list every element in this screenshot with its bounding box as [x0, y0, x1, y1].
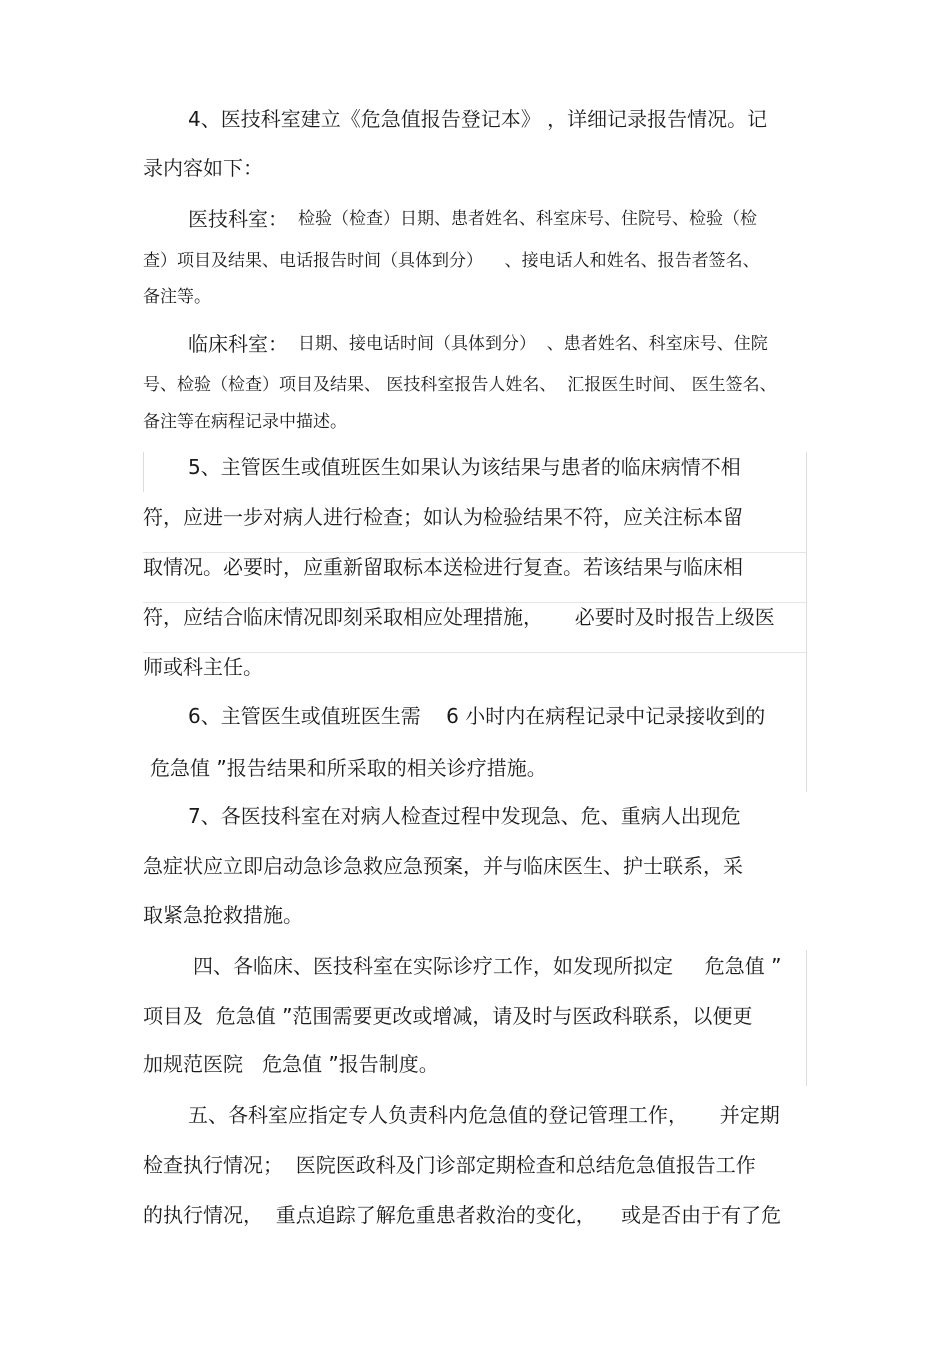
border-line [806, 950, 807, 1086]
p7-line-1: 7、各医技科室在对病人检查过程中发现急、危、重病人出现危 [188, 804, 741, 828]
border-line [143, 552, 806, 553]
border-line [143, 602, 806, 603]
p6-line-1: 6、主管医生或值班医生需 6 小时内在病程记录中记录接收到的 [188, 704, 766, 728]
s4-line-3: 加规范医院 危急值 ”报告制度。 [143, 1052, 439, 1076]
s5-line-3: 的执行情况， 重点追踪了解危重患者救治的变化， 或是否由于有了危 [143, 1203, 782, 1227]
linchuang-line-3: 备注等在病程记录中描述。 [143, 412, 347, 432]
border-line [806, 452, 807, 792]
p5-line-5: 师或科主任。 [143, 655, 263, 679]
p5-line-2: 符，应进一步对病人进行检查；如认为检验结果不符，应关注标本留 [143, 505, 743, 529]
yiji-line-1: 检验（检查）日期、患者姓名、科室床号、住院号、检验（检 [298, 209, 757, 229]
s4-line-2: 项目及 危急值 ”范围需要更改或增减，请及时与医政科联系，以便更 [143, 1004, 753, 1028]
p5-line-1: 5、主管医生或值班医生如果认为该结果与患者的临床病情不相 [188, 455, 741, 479]
yiji-line-2: 查）项目及结果、电话报告时间（具体到分） 、接电话人和姓名、报告者签名、 [143, 251, 760, 271]
p5-line-3: 取情况。必要时，应重新留取标本送检进行复查。若该结果与临床相 [143, 555, 743, 579]
linchuang-line-2: 号、检验（检查）项目及结果、 医技科室报告人姓名、 汇报医生时间、 医生签名、 [143, 375, 777, 395]
yiji-label: 医技科室： [188, 207, 288, 231]
border-line [143, 652, 806, 653]
p7-line-3: 取紧急抢救措施。 [143, 903, 303, 927]
p4-line-1: 4、医技科室建立《危急值报告登记本》 ，详细记录报告情况。记 [188, 107, 768, 131]
p7-line-2: 急症状应立即启动急诊急救应急预案，并与临床医生、护士联系，采 [143, 854, 743, 878]
linchuang-line-1: 日期、接电话时间（具体到分） 、患者姓名、科室床号、住院 [298, 334, 768, 354]
s5-line-1: 五、各科室应指定专人负责科内危急值的登记管理工作， 并定期 [188, 1103, 780, 1127]
yiji-line-3: 备注等。 [143, 287, 211, 307]
p5-line-4: 符，应结合临床情况即刻采取相应处理措施， 必要时及时报告上级医 [143, 605, 775, 629]
p4-line-2: 录内容如下： [143, 156, 263, 180]
border-line [143, 452, 144, 492]
s4-line-1: 四、各临床、医技科室在实际诊疗工作，如发现所拟定 危急值 ” [193, 954, 782, 978]
s5-line-2: 检查执行情况； 医院医政科及门诊部定期检查和总结危急值报告工作 [143, 1153, 756, 1177]
p6-line-2: 危急值 ”报告结果和所采取的相关诊疗措施。 [150, 756, 547, 780]
linchuang-label: 临床科室： [188, 332, 288, 356]
